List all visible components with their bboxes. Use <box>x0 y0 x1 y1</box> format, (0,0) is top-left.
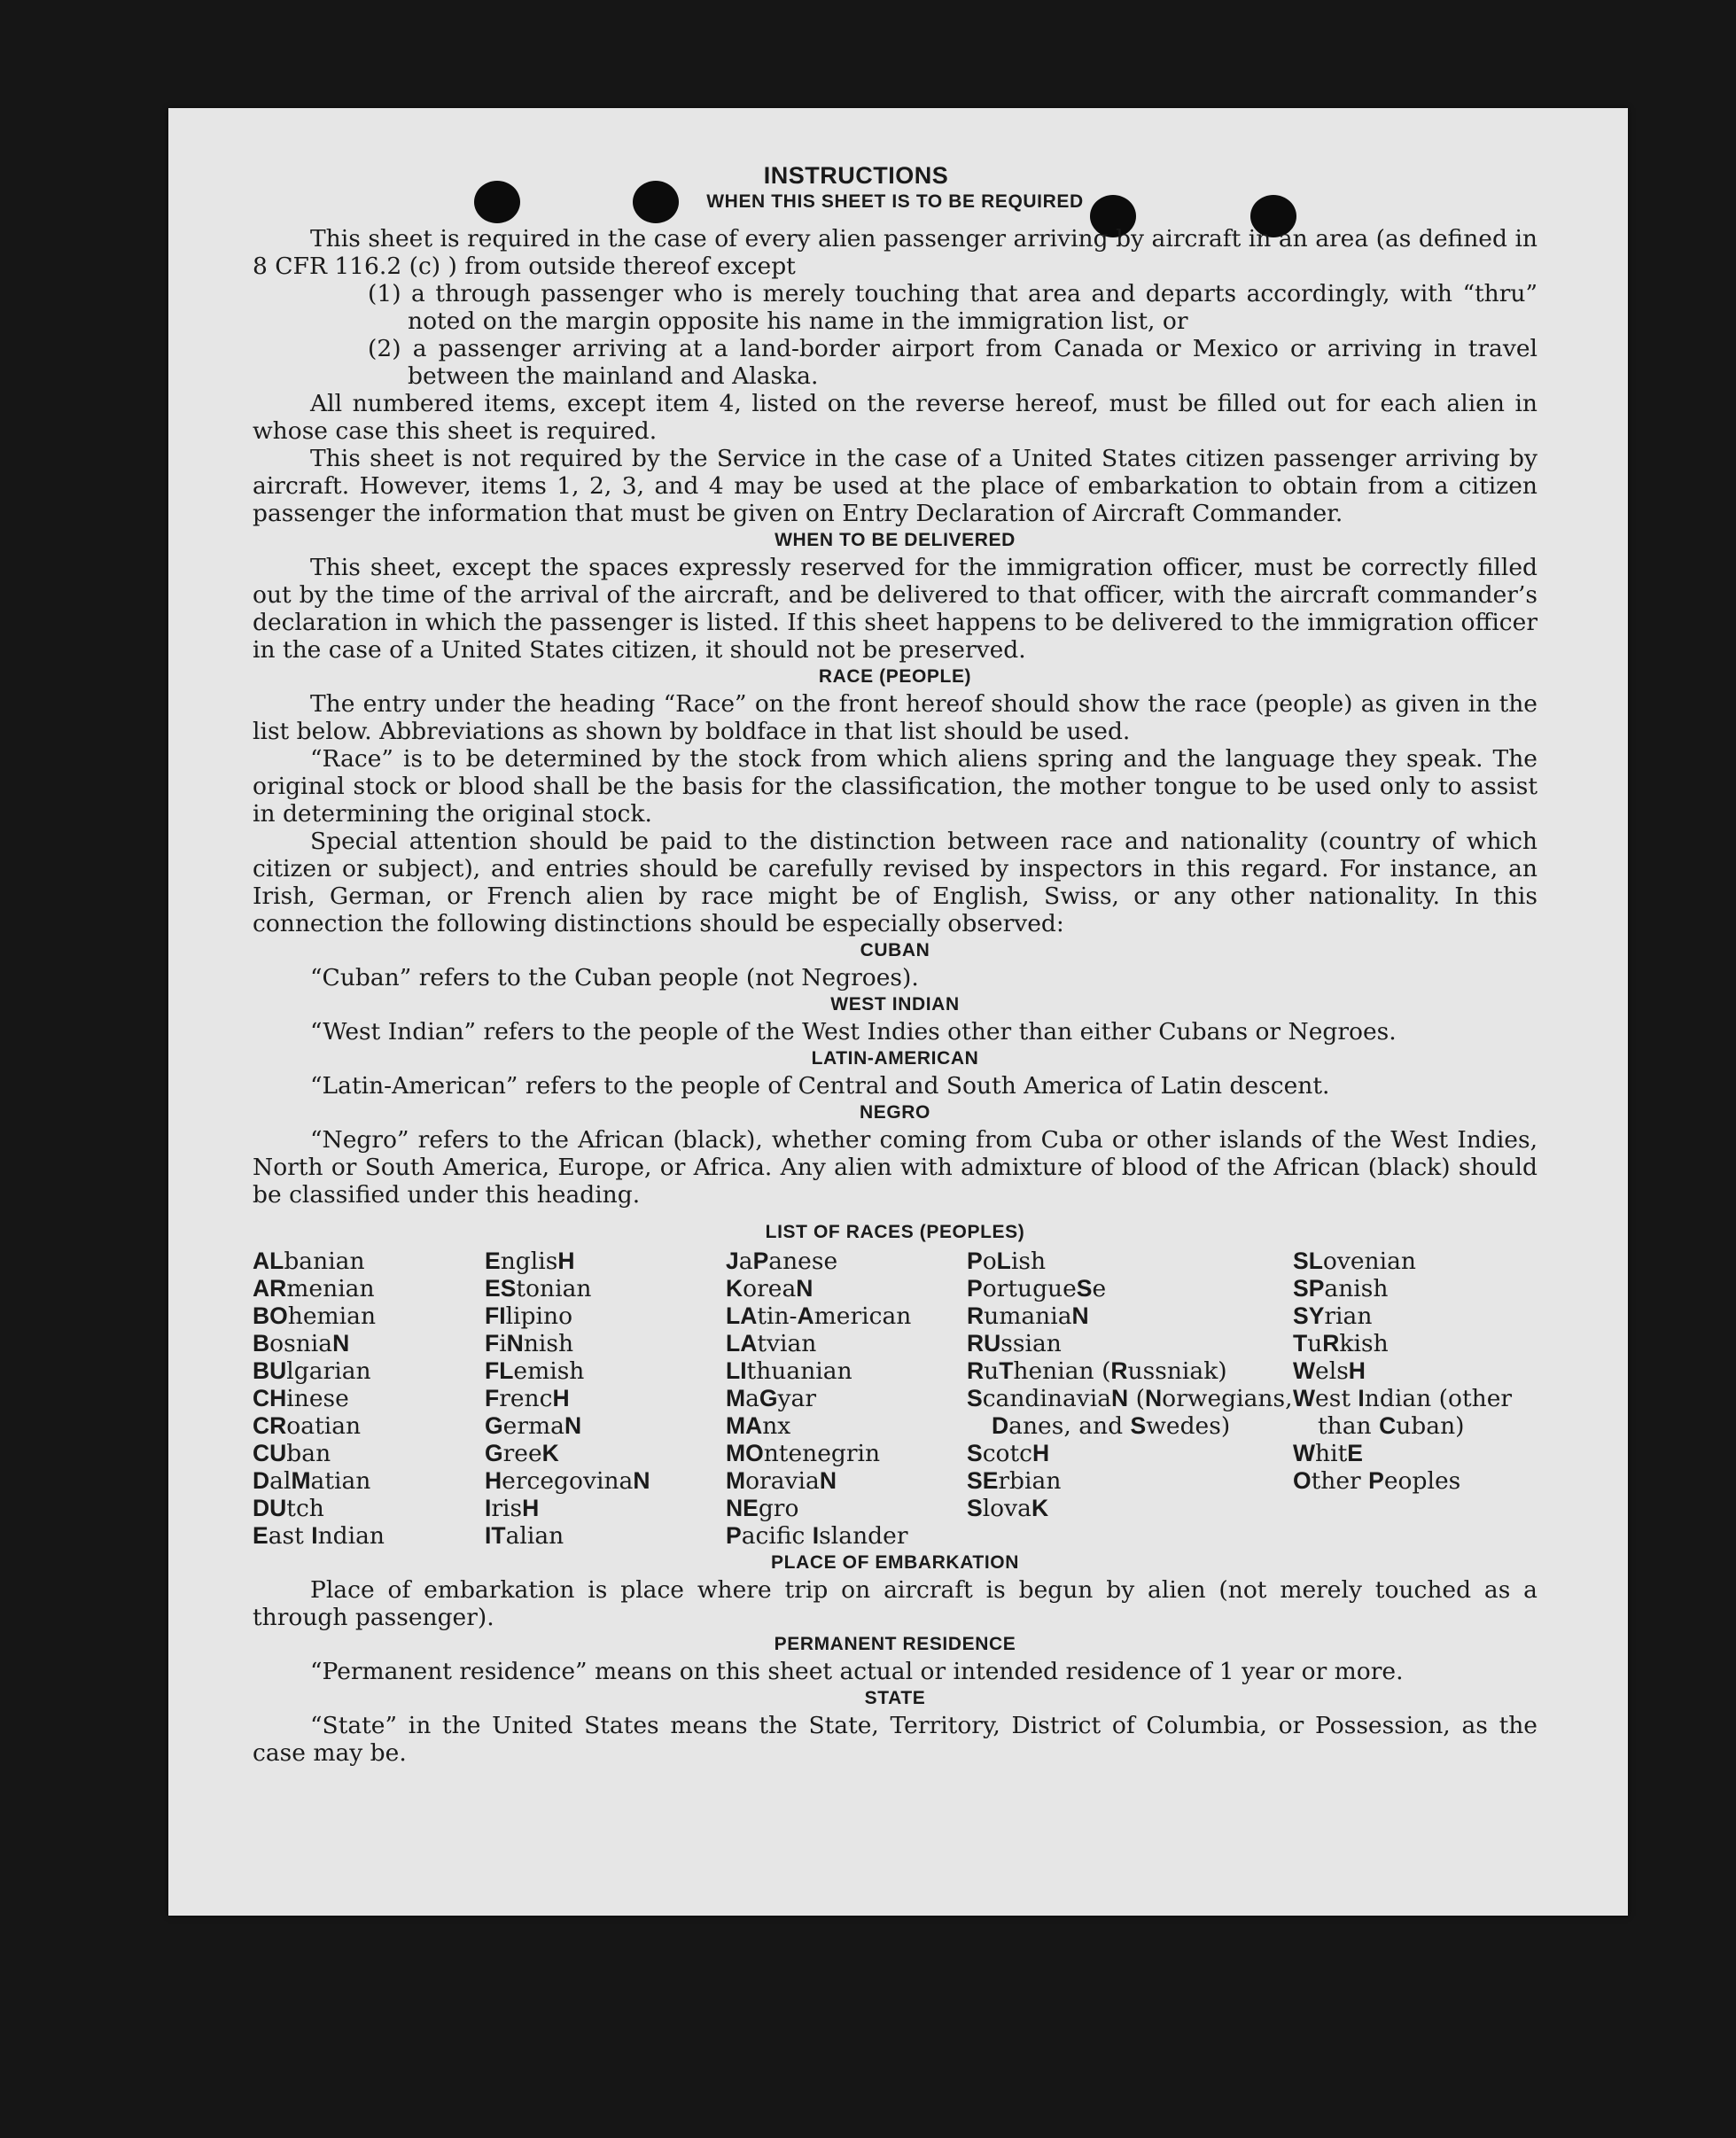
heading-permanent-residence: PERMANENT RESIDENCE <box>774 1634 1016 1654</box>
race-item: RuThenian (Russniak) <box>967 1357 1227 1385</box>
race-item: LAtin-American <box>726 1302 912 1330</box>
race-column <box>1293 1248 1537 1550</box>
exception-item-2: (2) a passenger arriving at a land-border airport from Canada or Mexico or arriving in travel between the mainland and Alaska. <box>368 335 1537 390</box>
race-item: SLovenian <box>1293 1248 1416 1275</box>
race-item: SPanish <box>1293 1275 1389 1302</box>
definition-embarkation: Place of embarkation is place where trip on aircraft is begun by alien (not merely touched as a through passenger). <box>253 1576 1537 1631</box>
section-heading-required: WHEN THIS SHEET IS TO BE REQUIRED <box>706 191 1084 212</box>
race-item: ALbanian <box>253 1248 365 1275</box>
race-column <box>485 1248 726 1550</box>
race-item: IrisH <box>485 1495 540 1522</box>
paragraph-race-nationality: Special attention should be paid to the distinction between race and nationality (country of which citizen or subject), and entries should be carefully revised by inspectors in this regard. For instance, an Irish, German, or French alien by race might be of English, Swiss, or any other nationality. In this connection the following distinctions should be especially observed: <box>253 828 1537 937</box>
race-item: East Indian <box>253 1522 385 1550</box>
section-heading-delivered: WHEN TO BE DELIVERED <box>775 530 1016 550</box>
race-item: MAnx <box>726 1412 791 1440</box>
race-item: TuRkish <box>1293 1330 1389 1357</box>
page-title: INSTRUCTIONS <box>763 162 949 189</box>
race-list <box>253 1248 1537 1550</box>
race-item: CUban <box>253 1440 331 1467</box>
race-item: FIlipino <box>485 1302 573 1330</box>
paragraph-required: This sheet is required in the case of every alien passenger arriving by aircraft in an area (as defined in 8 CFR 116.2 (c) ) from outside thereof except <box>253 225 1537 280</box>
race-item: WelsH <box>1293 1357 1366 1385</box>
race-item: GreeK <box>485 1440 559 1467</box>
race-column <box>967 1248 1293 1550</box>
heading-list-of-races: LIST OF RACES (PEOPLES) <box>765 1222 1025 1242</box>
instructions-content <box>253 161 1537 1767</box>
race-item: RumaniaN <box>967 1302 1089 1330</box>
section-heading-race: RACE (PEOPLE) <box>818 666 972 687</box>
definition-west-indian: “West Indian” refers to the people of the West Indies other than either Cubans or Negroes. <box>310 1018 1397 1046</box>
heading-latin-american: LATIN-AMERICAN <box>811 1048 979 1069</box>
race-item: LAtvian <box>726 1330 817 1357</box>
race-item: JaPanese <box>726 1248 838 1275</box>
heading-negro: NEGRO <box>859 1102 930 1123</box>
race-item: GermaN <box>485 1412 582 1440</box>
definition-state: “State” in the United States means the State, Territory, District of Columbia, or Possession, as the case may be. <box>253 1712 1537 1767</box>
race-item: SYrian <box>1293 1302 1373 1330</box>
race-item: RUssian <box>967 1330 1062 1357</box>
race-column <box>726 1248 967 1550</box>
paragraph-citizen: This sheet is not required by the Service in the case of a United States citizen passenger arriving by aircraft. However, items 1, 2, 3, and 4 may be used at the place of embarkation to obtain from a citizen passenger the information that must be given on Entry Declaration of Aircraft Commander. <box>253 445 1537 527</box>
paragraph-race-entry: The entry under the heading “Race” on the front hereof should show the race (people) as given in the list below. Abbreviations as shown by boldface in that list should be used. <box>253 690 1537 745</box>
race-item: ScotcH <box>967 1440 1050 1467</box>
race-item: NEgro <box>726 1495 799 1522</box>
heading-cuban: CUBAN <box>860 940 930 960</box>
heading-west-indian: WEST INDIAN <box>830 994 960 1015</box>
paragraph-numbered-items: All numbered items, except item 4, listed on the reverse hereof, must be filled out for each alien in whose case this sheet is required. <box>253 390 1537 445</box>
paragraph-delivered: This sheet, except the spaces expressly reserved for the immigration officer, must be correctly filled out by the time of the arrival of the aircraft, and be delivered to that officer, with the aircraft commander’s declaration in which the passenger is listed. If this sheet happens to be delivered to the immigration officer in the case of a United States citizen, it should not be preserved. <box>253 554 1537 664</box>
race-item: MoraviaN <box>726 1467 837 1495</box>
heading-embarkation: PLACE OF EMBARKATION <box>771 1552 1019 1573</box>
paragraph-race-stock: “Race” is to be determined by the stock from which aliens spring and the language they speak. The original stock or blood shall be the basis for the classification, the mother tongue to be used only to assist in determining the original stock. <box>253 745 1537 828</box>
race-item: EnglisH <box>485 1248 575 1275</box>
definition-latin-american: “Latin-American” refers to the people of Central and South America of Latin descent. <box>310 1072 1330 1100</box>
race-item: DUtch <box>253 1495 324 1522</box>
race-item: HercegovinaN <box>485 1467 650 1495</box>
race-item: West Indian (other than Cuban) <box>1293 1385 1513 1440</box>
definition-permanent-residence: “Permanent residence” means on this sheet actual or intended residence of 1 year or more. <box>310 1658 1404 1685</box>
race-item: FiNnish <box>485 1330 574 1357</box>
race-item: CHinese <box>253 1385 349 1412</box>
definition-cuban: “Cuban” refers to the Cuban people (not Negroes). <box>310 964 919 991</box>
heading-state: STATE <box>864 1688 926 1708</box>
race-item: PoLish <box>967 1248 1047 1275</box>
race-item: BOhemian <box>253 1302 377 1330</box>
race-item: SlovaK <box>967 1495 1049 1522</box>
race-item: Other Peoples <box>1293 1467 1461 1495</box>
race-item: Pacifc Islander <box>726 1522 908 1550</box>
race-item: BUlgarian <box>253 1357 371 1385</box>
race-item: MOntenegrin <box>726 1440 881 1467</box>
race-item: PortugueSe <box>967 1275 1107 1302</box>
race-item: BosniaN <box>253 1330 350 1357</box>
race-item: EStonian <box>485 1275 592 1302</box>
race-item: DalMatian <box>253 1467 371 1495</box>
race-item: KoreaN <box>726 1275 814 1302</box>
race-item: CRoatian <box>253 1412 362 1440</box>
race-item: ARmenian <box>253 1275 375 1302</box>
race-item: ITalian <box>485 1522 564 1550</box>
race-item: MaGyar <box>726 1385 816 1412</box>
race-item: LIthuanian <box>726 1357 852 1385</box>
race-item: FrencH <box>485 1385 570 1412</box>
definition-negro: “Negro” refers to the African (black), whether coming from Cuba or other islands of the West Indies, North or South America, Europe, or Africa. Any alien with admixture of blood of the African (black) should be classified under this heading. <box>253 1126 1537 1209</box>
race-item: WhitE <box>1293 1440 1363 1467</box>
race-item: FLemish <box>485 1357 585 1385</box>
document-page <box>168 108 1628 1916</box>
exception-item-1: (1) a through passenger who is merely touching that area and departs accordingly, with “thru” noted on the margin opposite his name in the immigration list, or <box>368 280 1537 335</box>
race-item: SErbian <box>967 1467 1062 1495</box>
race-item: ScandinaviaN (Norwegians, Danes, and Swedes) <box>967 1385 1293 1440</box>
race-column <box>253 1248 485 1550</box>
